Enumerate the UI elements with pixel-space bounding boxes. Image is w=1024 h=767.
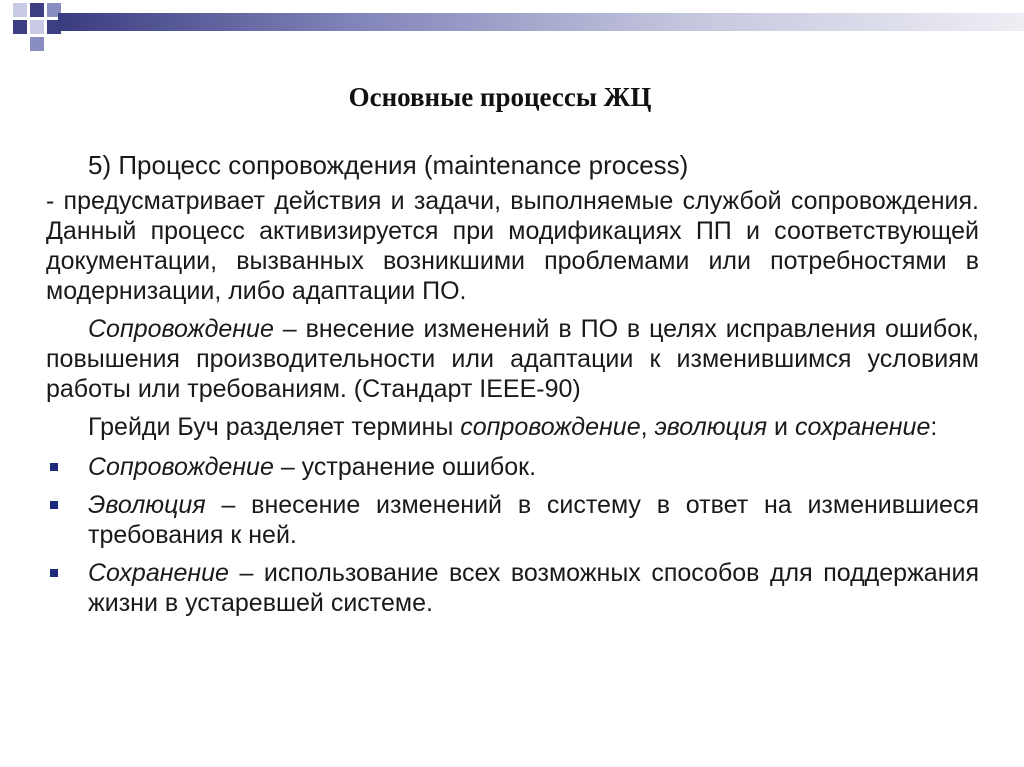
header-gradient-bar: [58, 13, 1024, 31]
square-bullet-icon: [50, 569, 58, 577]
definition-text: – внесение изменений в ПО в целях исправления ошибок, повышения производительности или адаптации к изменившимся условиям работы или требованиям. (Стандарт IEEE-90): [46, 315, 979, 403]
process-heading: 5) Процесс сопровождения (maintenance process): [88, 150, 689, 180]
slide-title: Основные процессы ЖЦ: [348, 82, 652, 112]
term-evolution: эволюция: [654, 413, 768, 441]
term-maintenance: Сопровождение: [88, 315, 274, 343]
square-bullet-icon: [50, 463, 58, 471]
bullet-term: Сохранение: [88, 559, 229, 587]
bullet-item: [46, 452, 979, 482]
deco-square: [13, 3, 27, 17]
bullet-item: [46, 490, 979, 550]
separator: ,: [640, 413, 655, 441]
bullet-list: [46, 452, 979, 618]
paragraph-description: - предусматривает действия и задачи, выполняемые службой сопровождения. Данный процесс активизируется при модификациях ПП и соответствующей документации, вызванных возникшими проблемами или потребностями в модернизации, либо адаптации ПО.: [46, 187, 979, 305]
bullet-text: – устранение ошибок.: [273, 453, 537, 481]
deco-square: [30, 20, 44, 34]
booch-tail: :: [930, 413, 938, 441]
term-maintenance: сопровождение: [460, 413, 641, 441]
paragraph-definition: [46, 314, 979, 404]
bullet-text: – внесение изменений в систему в ответ на изменившиеся требования к ней.: [88, 491, 979, 549]
bullet-term: Сопровождение: [88, 453, 274, 481]
paragraph-booch: [46, 412, 979, 442]
booch-intro: Грейди Буч разделяет термины: [88, 413, 461, 441]
separator: и: [767, 413, 795, 441]
bullet-item: [46, 558, 979, 618]
term-preservation: сохранение: [794, 413, 931, 441]
deco-square: [13, 20, 27, 34]
square-bullet-icon: [50, 501, 58, 509]
deco-square: [30, 37, 44, 51]
slide-body: [46, 150, 979, 618]
bullet-text: – использование всех возможных способов для поддержания жизни в устаревшей системе.: [88, 559, 979, 617]
bullet-term: Эволюция: [88, 491, 206, 519]
deco-square: [30, 3, 44, 17]
